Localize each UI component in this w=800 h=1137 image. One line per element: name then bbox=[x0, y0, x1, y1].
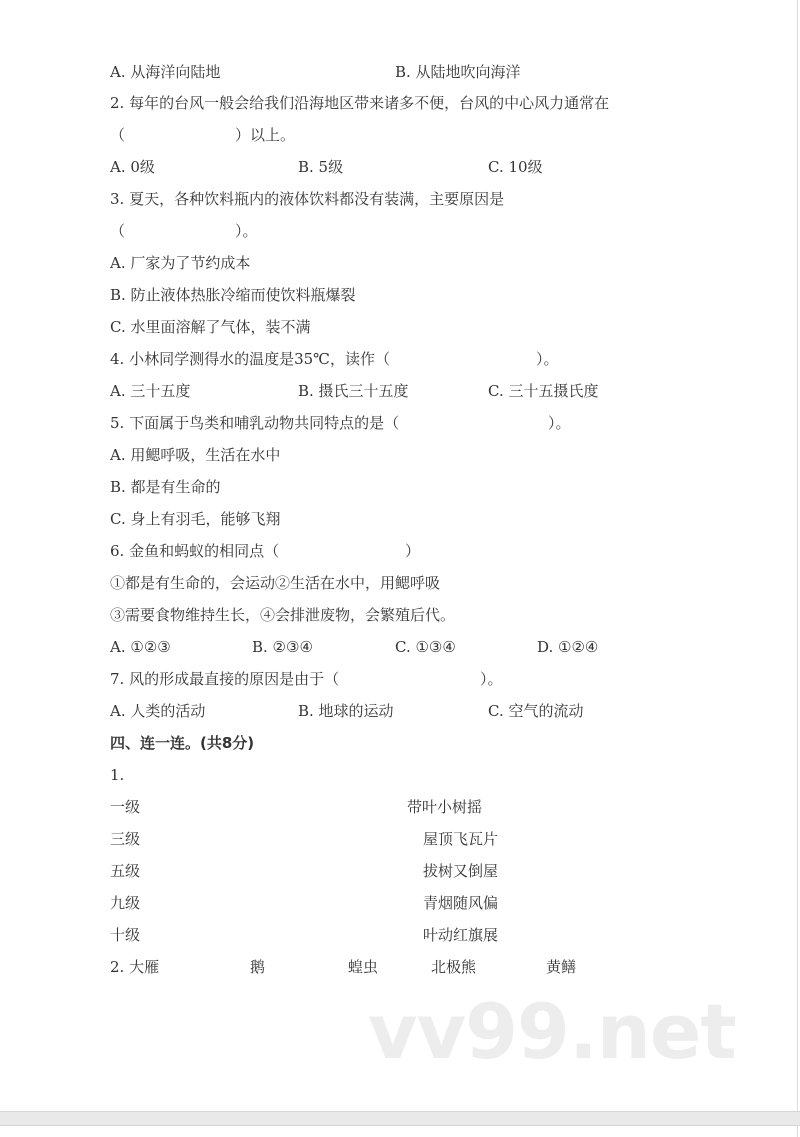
page-separator bbox=[0, 1111, 800, 1126]
q4-option-b: B. 摄氏三十五度 bbox=[298, 382, 409, 400]
q2-option-b: B. 5级 bbox=[298, 158, 344, 176]
q6-option-b: B. ②③④ bbox=[252, 638, 313, 656]
wind-phenomenon: 带叶小树摇 bbox=[407, 798, 483, 816]
blank-close: ）。 bbox=[235, 222, 258, 240]
blank-close: ） bbox=[405, 542, 421, 560]
q1-option-b: B. 从陆地吹向海洋 bbox=[395, 63, 521, 81]
q6-text: 6. 金鱼和蚂蚁的相同点（ bbox=[110, 542, 280, 560]
q6-statement-1: ①都是有生命的，会运动②生活在水中，用鳃呼吸 bbox=[110, 574, 441, 592]
blank-close: ）。 bbox=[536, 350, 559, 368]
animal: 蝗虫 bbox=[348, 958, 379, 976]
q2-option-c: C. 10级 bbox=[488, 158, 543, 176]
q7-option-a: A. 人类的活动 bbox=[110, 702, 206, 720]
q1-option-a: A. 从海洋向陆地 bbox=[110, 63, 221, 81]
q3-option-a: A. 厂家为了节约成本 bbox=[110, 254, 251, 272]
animal: 黄鳝 bbox=[546, 958, 577, 976]
blank-open: （ bbox=[110, 126, 126, 144]
blank-close: ）。 bbox=[548, 414, 571, 432]
wind-level: 五级 bbox=[110, 862, 141, 880]
q5-text: 5. 下面属于鸟类和哺乳动物共同特点的是（ bbox=[110, 414, 400, 432]
wind-level: 三级 bbox=[110, 830, 141, 848]
q6-option-a: A. ①②③ bbox=[110, 638, 171, 656]
q7-text: 7. 风的形成最直接的原因是由于（ bbox=[110, 670, 340, 688]
q4-option-c: C. 三十五摄氏度 bbox=[488, 382, 599, 400]
q4-text: 4. 小林同学测得水的温度是35℃，读作（ bbox=[110, 350, 390, 368]
q2-option-a: A. 0级 bbox=[110, 158, 155, 176]
item1-label: 1. bbox=[110, 766, 125, 784]
q2-stem: 2. 每年的台风一般会给我们沿海地区带来诸多不便，台风的中心风力通常在 bbox=[110, 94, 610, 112]
next-page bbox=[0, 1126, 798, 1137]
wind-phenomenon: 青烟随风偏 bbox=[423, 894, 499, 912]
blank-close: ）以上。 bbox=[235, 126, 296, 144]
q6-statement-2: ③需要食物维持生长，④会排泄废物，会繁殖后代。 bbox=[110, 606, 456, 624]
wind-phenomenon: 屋顶飞瓦片 bbox=[423, 830, 499, 848]
q3-option-c: C. 水里面溶解了气体，装不满 bbox=[110, 318, 311, 336]
q3-stem: 3. 夏天，各种饮料瓶内的液体饮料都没有装满，主要原因是 bbox=[110, 190, 505, 208]
blank-close: ）。 bbox=[480, 670, 503, 688]
q5-option-a: A. 用鳃呼吸，生活在水中 bbox=[110, 446, 281, 464]
q3-option-b: B. 防止液体热胀冷缩而使饮料瓶爆裂 bbox=[110, 286, 356, 304]
section-heading: 四、连一连。(共8分) bbox=[110, 734, 255, 752]
q6-option-d: D. ①②④ bbox=[537, 638, 599, 656]
wind-level: 一级 bbox=[110, 798, 141, 816]
q7-option-c: C. 空气的流动 bbox=[488, 702, 584, 720]
q4-option-a: A. 三十五度 bbox=[110, 382, 191, 400]
wind-level: 十级 bbox=[110, 926, 141, 944]
animal: 2. 大雁 bbox=[110, 958, 160, 976]
animal: 北极熊 bbox=[431, 958, 477, 976]
watermark: vv99.net bbox=[368, 987, 736, 1076]
wind-level: 九级 bbox=[110, 894, 141, 912]
q6-option-c: C. ①③④ bbox=[395, 638, 456, 656]
wind-phenomenon: 叶动红旗展 bbox=[423, 926, 499, 944]
q5-option-b: B. 都是有生命的 bbox=[110, 478, 221, 496]
q5-option-c: C. 身上有羽毛，能够飞翔 bbox=[110, 510, 281, 528]
q7-option-b: B. 地球的运动 bbox=[298, 702, 394, 720]
blank-open: （ bbox=[110, 222, 126, 240]
animal: 鹅 bbox=[250, 958, 266, 976]
wind-phenomenon: 拔树又倒屋 bbox=[423, 862, 499, 880]
